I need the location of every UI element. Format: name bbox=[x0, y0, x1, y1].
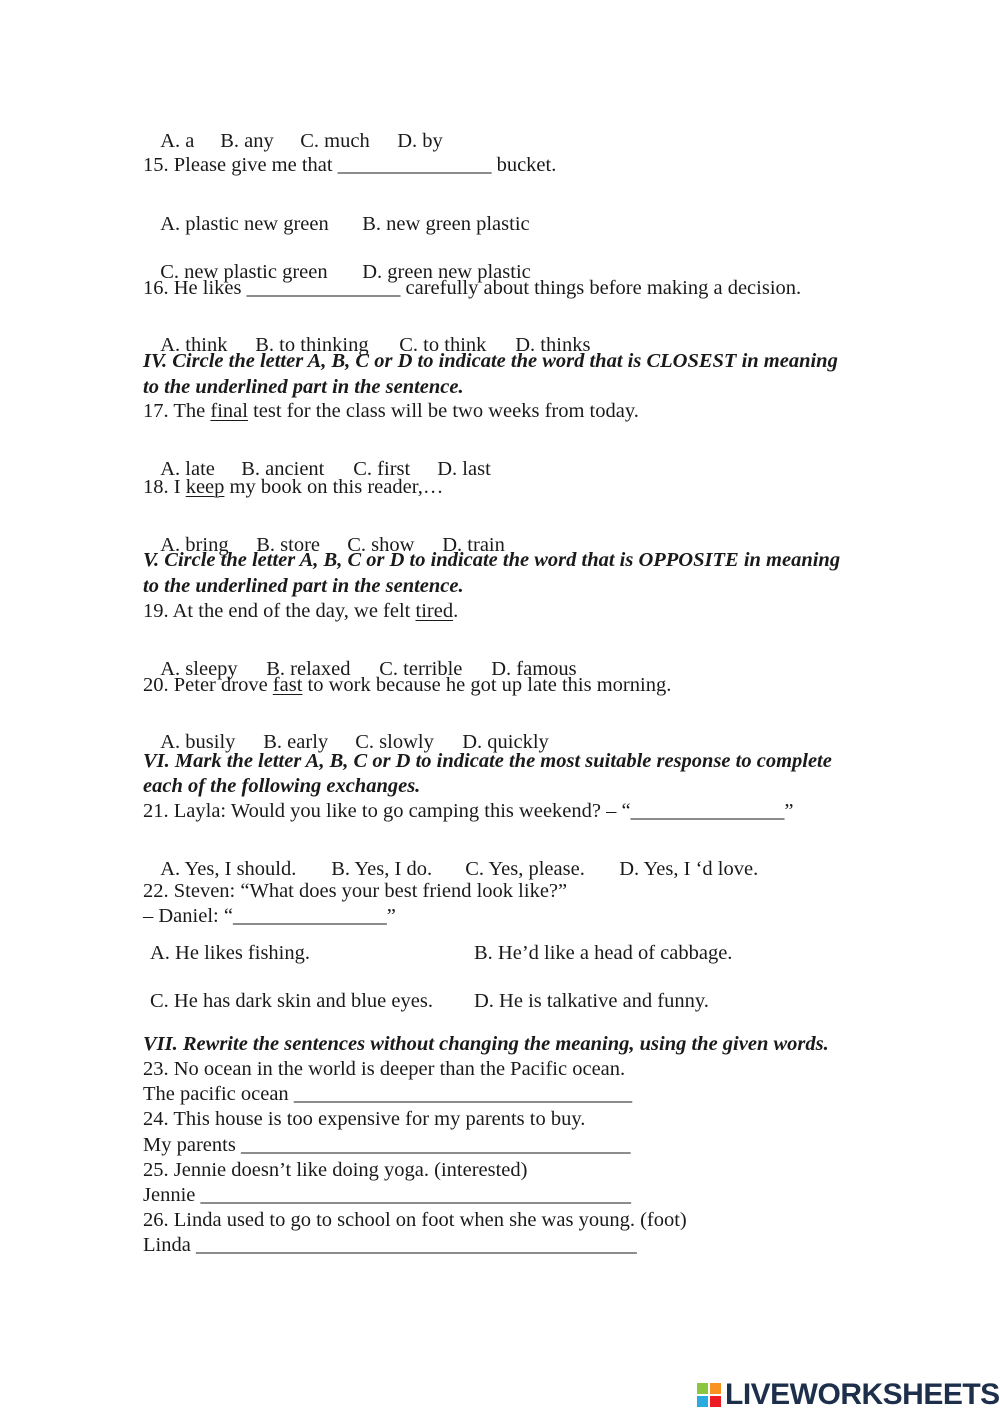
q21-option-b[interactable]: B. Yes, I do. bbox=[331, 857, 433, 880]
q20-option-d[interactable]: D. quickly bbox=[462, 730, 549, 753]
q17-text-post: test for the class will be two weeks from today. bbox=[247, 400, 639, 422]
q15-text-pre: 15. Please give me that bbox=[143, 154, 338, 176]
q21-option-a[interactable]: A. Yes, I should. bbox=[160, 857, 297, 880]
q21-option-c[interactable]: C. Yes, please. bbox=[465, 857, 585, 880]
q20-question bbox=[143, 675, 671, 696]
q18-option-c[interactable]: C. show bbox=[347, 533, 415, 556]
liveworksheets-logo-text: LIVEWORKSHEETS bbox=[725, 1378, 1000, 1411]
q22-option-b[interactable]: B. He’d like a head of cabbage. bbox=[474, 942, 733, 964]
q19-option-a[interactable]: A. sleepy bbox=[160, 657, 238, 680]
q16-blank[interactable]: _______________ bbox=[246, 277, 401, 299]
q20-option-c[interactable]: C. slowly bbox=[355, 730, 434, 753]
q19-text-pre: 19. At the end of the day, we felt bbox=[143, 600, 416, 622]
q19-option-b[interactable]: B. relaxed bbox=[266, 657, 351, 680]
q18-option-a[interactable]: A. bring bbox=[160, 533, 229, 556]
q17-underlined-word: final bbox=[210, 400, 248, 422]
q19-text-post: . bbox=[453, 600, 459, 622]
q25-answer-blank[interactable]: __________________________________________ bbox=[200, 1184, 631, 1206]
section-iv-heading-line1: IV. Circle the letter A, B, C or D to indicate the word that is CLOSEST in meaning bbox=[143, 350, 838, 372]
section-iv-heading-line2: to the underlined part in the sentence. bbox=[143, 376, 464, 398]
q25-answer-start: Jennie bbox=[143, 1184, 201, 1206]
q20-underlined-word: fast bbox=[272, 674, 303, 696]
q23-answer-start: The pacific ocean bbox=[143, 1083, 294, 1105]
q22-option-d[interactable]: D. He is talkative and funny. bbox=[474, 990, 709, 1012]
q15-option-d[interactable]: D. green new plastic bbox=[362, 260, 531, 283]
section-vi-heading-line1: VI. Mark the letter A, B, C or D to indicate the most suitable response to complete bbox=[143, 750, 832, 772]
q19-underlined-word: tired bbox=[415, 600, 454, 622]
q15-option-b[interactable]: B. new green plastic bbox=[362, 212, 530, 235]
q16-option-c[interactable]: C. to think bbox=[399, 333, 487, 356]
q14-options bbox=[150, 110, 443, 151]
q15-option-c[interactable]: C. new plastic green bbox=[160, 260, 328, 283]
liveworksheets-logo[interactable] bbox=[697, 1380, 1000, 1410]
q26-answer-blank[interactable]: ___________________________________________ bbox=[195, 1234, 637, 1256]
q26-prompt: 26. Linda used to go to school on foot when she was young. (foot) bbox=[143, 1209, 687, 1231]
q17-options bbox=[150, 438, 491, 479]
q17-question bbox=[143, 401, 639, 422]
q20-option-a[interactable]: A. busily bbox=[160, 730, 236, 753]
q18-text-pre: 18. I bbox=[143, 476, 186, 498]
logo-square-blue bbox=[697, 1396, 708, 1407]
q16-options bbox=[150, 314, 590, 355]
q19-options bbox=[150, 638, 577, 679]
q14-option-b[interactable]: B. any bbox=[220, 129, 274, 152]
q18-text-post: my book on this reader,… bbox=[224, 476, 444, 498]
q22-question-line2: – Daniel: “_______________” bbox=[143, 905, 396, 927]
q20-text-post: to work because he got up late this morning. bbox=[302, 674, 672, 696]
logo-square-red bbox=[710, 1396, 721, 1407]
q17-option-d[interactable]: D. last bbox=[437, 457, 491, 480]
q16-text-post: carefully about things before making a decision. bbox=[400, 277, 802, 299]
logo-square-green bbox=[697, 1383, 708, 1394]
q23-answer-blank[interactable]: _________________________________ bbox=[293, 1083, 633, 1105]
q25-answer-line bbox=[143, 1185, 631, 1206]
q23-prompt: 23. No ocean in the world is deeper than the Pacific ocean. bbox=[143, 1058, 626, 1080]
q15-options-row1 bbox=[150, 193, 530, 234]
q21-options bbox=[150, 838, 758, 879]
q15-text-post: bucket. bbox=[491, 154, 557, 176]
liveworksheets-logo-icon bbox=[697, 1383, 721, 1407]
q16-question bbox=[143, 278, 801, 299]
q18-underlined-word: keep bbox=[185, 476, 225, 498]
q15-question bbox=[143, 155, 556, 176]
q14-option-d[interactable]: D. by bbox=[397, 129, 443, 152]
q15-blank[interactable]: _______________ bbox=[337, 154, 492, 176]
q21-question: 21. Layla: Would you like to go camping this weekend? – “_______________” bbox=[143, 800, 794, 822]
q16-option-d[interactable]: D. thinks bbox=[515, 333, 591, 356]
q15-option-a[interactable]: A. plastic new green bbox=[160, 212, 329, 235]
q24-prompt: 24. This house is too expensive for my parents to buy. bbox=[143, 1108, 586, 1130]
q26-answer-line bbox=[143, 1235, 637, 1256]
logo-square-orange bbox=[710, 1383, 721, 1394]
q25-prompt: 25. Jennie doesn’t like doing yoga. (interested) bbox=[143, 1159, 528, 1181]
q22-option-a[interactable]: A. He likes fishing. bbox=[150, 942, 310, 964]
q16-text-pre: 16. He likes bbox=[143, 277, 247, 299]
q19-question bbox=[143, 601, 458, 622]
q16-option-a[interactable]: A. think bbox=[160, 333, 228, 356]
q19-option-d[interactable]: D. famous bbox=[491, 657, 577, 680]
q23-answer-line bbox=[143, 1084, 632, 1105]
section-vi-heading-line2: each of the following exchanges. bbox=[143, 775, 421, 797]
q17-text-pre: 17. The bbox=[143, 400, 211, 422]
q18-question bbox=[143, 477, 443, 498]
q20-option-b[interactable]: B. early bbox=[263, 730, 329, 753]
section-v-heading-line2: to the underlined part in the sentence. bbox=[143, 575, 464, 597]
q22-option-c[interactable]: C. He has dark skin and blue eyes. bbox=[150, 990, 433, 1012]
q22-question-line1: 22. Steven: “What does your best friend look like?” bbox=[143, 880, 568, 902]
q16-option-b[interactable]: B. to thinking bbox=[255, 333, 369, 356]
q15-options-row2 bbox=[150, 241, 531, 282]
q17-option-b[interactable]: B. ancient bbox=[241, 457, 325, 480]
q24-answer-start: My parents bbox=[143, 1134, 241, 1156]
section-vii-heading: VII. Rewrite the sentences without changing the meaning, using the given words. bbox=[143, 1033, 829, 1055]
q20-text-pre: 20. Peter drove bbox=[143, 674, 273, 696]
q24-answer-blank[interactable]: ______________________________________ bbox=[240, 1134, 631, 1156]
q26-answer-start: Linda bbox=[143, 1234, 196, 1256]
q14-option-a[interactable]: A. a bbox=[160, 129, 195, 152]
q14-option-c[interactable]: C. much bbox=[300, 129, 370, 152]
q19-option-c[interactable]: C. terrible bbox=[379, 657, 463, 680]
q17-option-a[interactable]: A. late bbox=[160, 457, 215, 480]
q18-option-d[interactable]: D. train bbox=[442, 533, 505, 556]
q20-options bbox=[150, 711, 549, 752]
q17-option-c[interactable]: C. first bbox=[353, 457, 411, 480]
q21-option-d[interactable]: D. Yes, I ‘d love. bbox=[619, 857, 759, 880]
q24-answer-line bbox=[143, 1135, 630, 1156]
q18-option-b[interactable]: B. store bbox=[256, 533, 321, 556]
section-v-heading-line1: V. Circle the letter A, B, C or D to indicate the word that is OPPOSITE in meaning bbox=[143, 549, 841, 571]
